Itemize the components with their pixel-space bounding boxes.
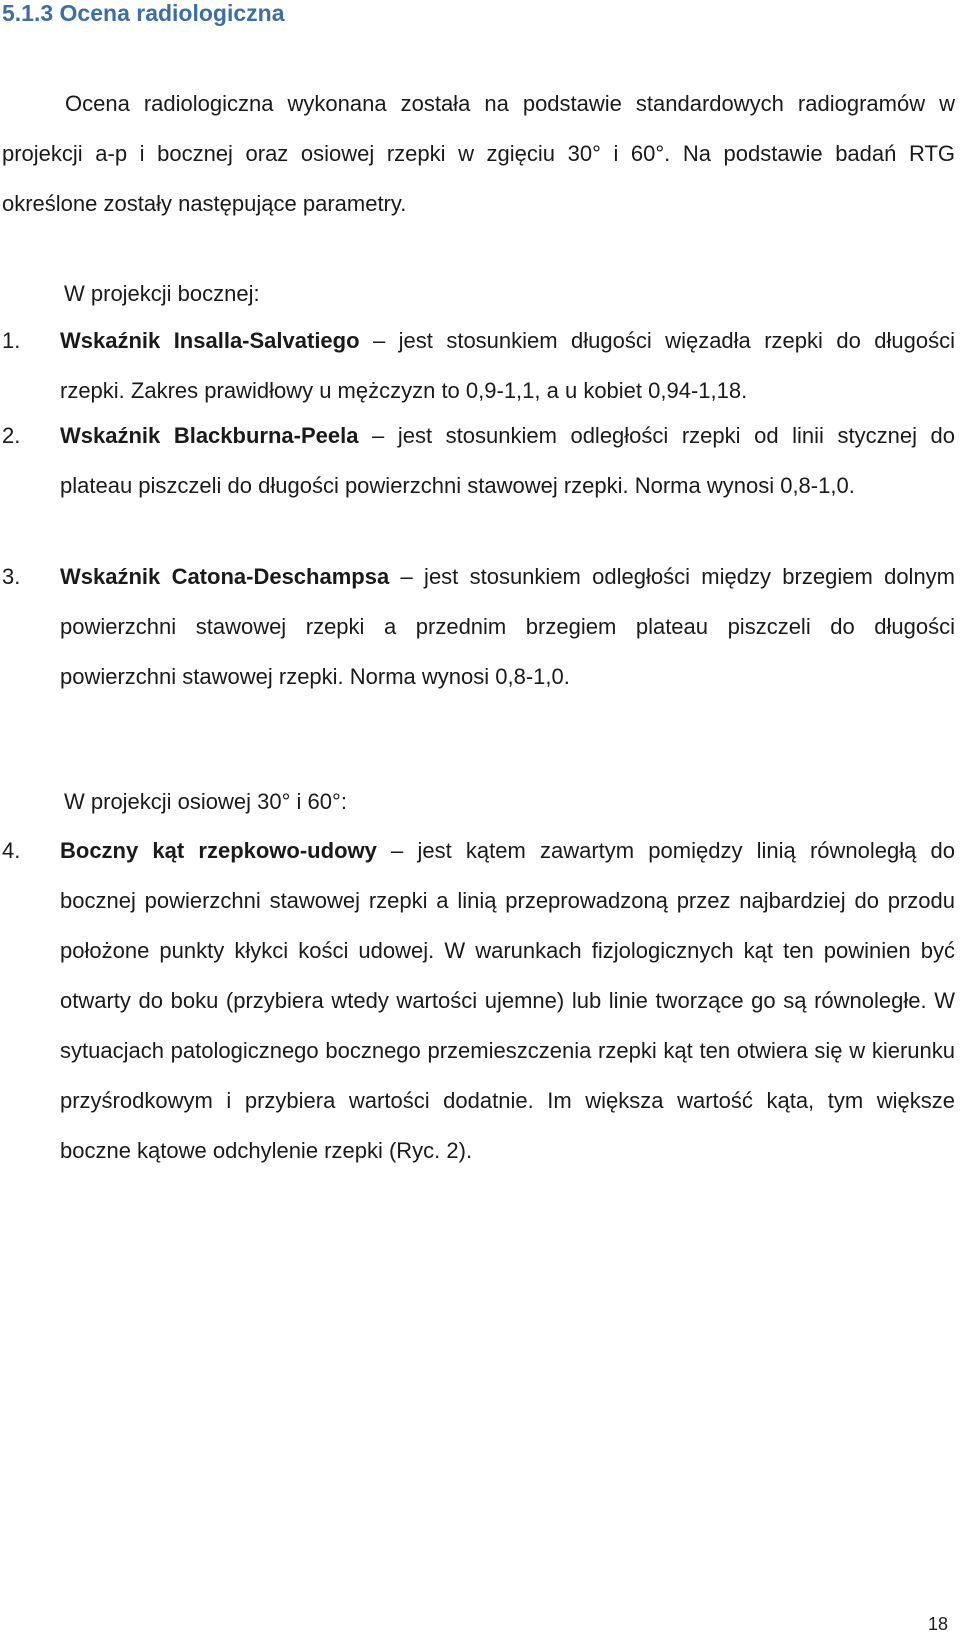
- list-item-body: [60, 552, 955, 702]
- list-item-number: 3.: [2, 564, 21, 589]
- intro-paragraph: [2, 79, 955, 229]
- list-item-body: [60, 316, 955, 416]
- index-description: – jest kątem zawartym pomiędzy linią równoległą do bocznej powierzchni stawowej rzepki a linią przeprowadzoną przez najbardziej do przodu położone punkty kłykci kości udowej. W warunkach fizjologicznych kąt ten powinien być otwarty do boku (przybiera wtedy wartości ujemne) lub linie tworzące go są równoległe. W sytuacjach patologicznego bocznego przemieszczenia rzepki kąt ten otwiera się w kierunku przyśrodkowym i przybiera wartości dodatnie. Im większa wartość kąta, tym większe boczne kątowe odchylenie rzepki (Ryc. 2).: [60, 838, 955, 1163]
- index-term: Wskaźnik Catona-Deschampsa: [60, 564, 390, 589]
- axial-projection-subheading: W projekcji osiowej 30° i 60°:: [64, 789, 347, 814]
- page-number: 18: [927, 1614, 948, 1634]
- index-description: – jest stosunkiem odległości między brzegiem dolnym powierzchni stawowej rzepki a przednim brzegiem plateau piszczeli do długości powierzchni stawowej rzepki. Norma wynosi 0,8-1,0.: [60, 564, 956, 689]
- intro-text: Ocena radiologiczna wykonana została na podstawie standardowych radiogramów w projekcji a-p i bocznej oraz osiowej rzepki w zgięciu 30° i 60°. Na podstawie badań RTG określone zostały następujące parametry.: [2, 91, 955, 216]
- list-item-body: [60, 411, 955, 511]
- index-description: – jest stosunkiem odległości rzepki od linii stycznej do plateau piszczeli do długości powierzchni stawowej rzepki. Norma wynosi 0,8-1,0.: [60, 423, 955, 498]
- list-item-number: 2.: [2, 423, 21, 448]
- index-description: – jest stosunkiem długości więzadła rzepki do długości rzepki. Zakres prawidłowy u mężczyzn to 0,9-1,1, a u kobiet 0,94-1,18.: [60, 328, 955, 403]
- list-item-4: [2, 826, 955, 1176]
- section-heading: 5.1.3 Ocena radiologiczna: [2, 0, 285, 26]
- index-term: Wskaźnik Insalla-Salvatiego: [60, 328, 360, 353]
- list-item-3: [2, 552, 955, 702]
- lateral-projection-subheading: W projekcji bocznej:: [64, 281, 260, 306]
- list-item-1: [2, 316, 955, 416]
- list-item-number: 1.: [2, 328, 21, 353]
- index-term: Boczny kąt rzepkowo-udowy: [60, 838, 377, 863]
- index-term: Wskaźnik Blackburna-Peela: [60, 423, 359, 448]
- list-item-2: [2, 411, 955, 511]
- list-item-body: [60, 826, 955, 1176]
- list-item-number: 4.: [2, 838, 21, 863]
